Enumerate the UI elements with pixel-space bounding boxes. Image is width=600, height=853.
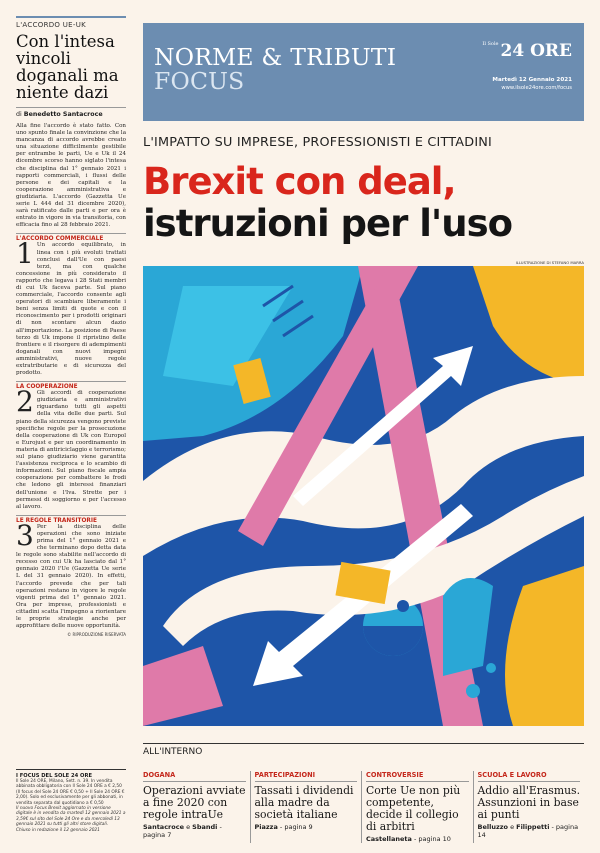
inside-columns <box>143 771 584 843</box>
inside-item[interactable] <box>361 771 473 843</box>
overline: L'IMPATTO SU IMPRESE, PROFESSIONISTI E CITTADINI <box>143 135 493 150</box>
inside-item-author: Castellaneta <box>366 835 412 843</box>
focus-url: www.ilsole24ore.com/focus <box>501 85 572 91</box>
inside-item-page: - pagina 14 <box>477 823 579 839</box>
illus-dot-3 <box>486 663 496 673</box>
article-section-3 <box>16 515 126 630</box>
inside-item-byline <box>478 823 581 839</box>
inside-item-page: - pagina 9 <box>279 823 313 831</box>
inside-item-page: - pagina 10 <box>414 835 451 843</box>
issue-date: Martedì 12 Gennaio 2021 <box>492 77 572 83</box>
inside-item-author: Belluzzo <box>477 823 508 831</box>
section-1-text: Un accordo equilibrato, in linea con i più evoluti trattati conclusi dall'Ue con paesi terzi, ma con qualche concessione in più considerato il rapporto che legava i 28 Stati membri di cui Uk faceva parte. Sul piano commerciale, l'accordo consente agli operatori di scambiare liberamente i beni senza limiti di quote e con il riconoscimento per i prodotti originari di non scontare alcun dazio all'importazione. La posizione di Paese terzo di Uk impone il ripristino delle frontiere e il risorgere di adempimenti doganali con nuovi impegni amministrativi, nuove regole extratributarie e di sicurezza del prodotto. <box>16 242 126 377</box>
info-note-text: Il nuovo Focus Brexit aggiornato in versione digitale è in vendita da martedì 12 gennaio 2021 a 3,59€ sul sito del Sole 24 Ore e da mercoledì 13 gennaio 2021 su tutti gli altri store digitali. <box>16 805 126 828</box>
masthead-subtitle: FOCUS <box>154 67 245 95</box>
illus-dot <box>397 600 409 612</box>
article-section-1 <box>16 233 126 377</box>
article-section-2 <box>16 381 126 511</box>
illustration-credit: ILLUSTRAZIONE DI STEFANO MARRA <box>515 260 584 265</box>
inside-item-section: PARTECIPAZIONI <box>255 771 358 782</box>
inside-item-author-2: Sbandi <box>192 823 218 831</box>
sole24ore-logo <box>482 41 572 61</box>
inside-item-title: Operazioni avviate a fine 2020 con regole intraUe <box>143 784 246 821</box>
illus-dot-2 <box>466 684 480 698</box>
sub-head-3: LE REGOLE TRANSITORIE <box>16 515 126 524</box>
inside-item-author: Piazza <box>254 823 278 831</box>
inside-item[interactable] <box>250 771 362 843</box>
left-column <box>16 16 126 843</box>
inside-item-byline <box>255 823 358 831</box>
section-3-text: Per la disciplina delle operazioni che sono iniziate prima del 1° gennaio 2021 e che terminano dopo detta data le regole sono stabilite nell'accordo di recesso con cui Uk ha lasciato dal 1° gennaio 2020 l'Ue (Gazzetta Ue serie L del 31 gennaio 2020). In effetti, l'accordo prevede che per tali operazioni restano in vigore le regole vigenti prima del 1° gennaio 2021. Ora per imprese, professionisti e cittadini scatta l'impegno a riorientare le proprie strategie anche per approfittare delle nuove opportunità. <box>16 523 126 630</box>
inside-item-byline <box>366 835 469 843</box>
byline-prefix: di <box>16 111 22 118</box>
inside-item-conj: e <box>510 823 515 831</box>
inside-item-title: Corte Ue non più competente, decide il collegio di arbitri <box>366 784 461 833</box>
inside-item-section: DOGANA <box>143 771 246 782</box>
inside-item[interactable] <box>143 771 250 843</box>
brexit-illustration <box>143 266 584 726</box>
author-name: Benedetto Santacroce <box>23 111 103 118</box>
inside-item-page: - pagina 7 <box>143 823 222 839</box>
inside-label: ALL'INTERNO <box>143 743 584 757</box>
headline-line-1: Brexit con deal, <box>143 160 456 203</box>
inside-item-title: Tassati i dividendi alla madre da società italiane <box>254 784 354 821</box>
logo-big-text: 24 ORE <box>500 41 572 61</box>
section-2-paragraph <box>16 385 126 511</box>
masthead-date-block <box>492 76 572 92</box>
logo-small-text: Il Sole <box>482 41 499 47</box>
info-closing <box>16 828 126 833</box>
info-box <box>16 769 126 833</box>
inside-item-title: Addio all'Erasmus. Assunzioni in base ai punti <box>477 784 581 821</box>
inside-item-section: SCUOLA E LAVORO <box>478 771 581 782</box>
left-article-title: Con l'intesa vincoli doganali ma niente dazi <box>16 32 119 102</box>
byline <box>16 107 126 123</box>
dropcap-1: 1 <box>16 237 34 271</box>
intro-paragraph: Alla fine l'accordo è stato fatto. Con uno spunto finale la convinzione che la mancanza di accordo avrebbe creato una situazione difficilmente gestibile per entrambe le parti, Ue e Uk il 24 dicembre scorso hanno siglato l'intesa che disciplina dal 1° gennaio 2021 i rapporti commerciali, i flussi delle persone e dei capitali e la cooperazione amministrativa e giudiziaria. L'accordo (Gazzetta Ue serie L 444 del 31 dicembre 2020), sarà ratificato dalle parti e per ora è entrato in vigore in via transitoria, con efficacia fino al 28 febbraio 2021. <box>16 123 126 229</box>
inside-item-byline <box>143 823 246 839</box>
inside-item[interactable] <box>473 771 585 843</box>
inside-item-conj: e <box>186 823 191 831</box>
masthead <box>143 23 584 121</box>
dropcap-2: 2 <box>16 385 34 419</box>
rights-notice: © RIPRODUZIONE RISERVATA <box>67 632 126 638</box>
sub-head-2: LA COOPERAZIONE <box>16 381 126 390</box>
inside-item-section: CONTROVERSIE <box>366 771 469 782</box>
sub-head-1: L'ACCORDO COMMERCIALE <box>16 233 126 242</box>
section-2-text: Gli accordi di cooperazione giudiziaria e amministrativi riguardano tutti gli aspetti della vita delle due parti. Sul piano della sicurezza vengono previste specifiche regole per la prosecuzione della cooperazione di Uk con Europol e Eurojust e per un coordinamento in materia di antiriciclaggio e terrorismo; sul piano giudiziario viene garantita l'assistenza reciproca e lo scambio di informazioni. Sul piano fiscale ampia cooperazione per combattere le frodi che ledono gli interessi finanziari dell'unione e l'Iva. Strette per i permessi di soggiorno e per l'accesso al lavoro. <box>16 390 126 510</box>
info-note <box>16 806 126 828</box>
dropcap-3: 3 <box>16 518 34 552</box>
info-closing-text: Chiuso in redazione il 12 gennaio 2021 <box>16 827 100 833</box>
info-title: I FOCUS DEL SOLE 24 ORE <box>16 772 92 779</box>
section-label: L'ACCORDO UE-UK <box>16 21 87 29</box>
inside-item-author-2: Filippetti <box>516 823 550 831</box>
masthead-title: NORME & TRIBUTI <box>154 43 397 71</box>
inside-section <box>143 743 584 757</box>
headline-line-2: istruzioni per l'uso <box>143 202 513 245</box>
info-text: Il Sole 24 ORE, Milano, Sett. n. 39. In vendita abbinata obbligatoria con Il Sole 24 ORE a € 2,50 (Il focus del Sole 24 ORE € 0,50 + Il Sole 24 ORE € 2,00). Solo ed esclusivamente per gli abbonati, in vendita separata dal quotidiano a € 0,50 <box>16 778 125 806</box>
inside-item-author: Santacroce <box>143 823 184 831</box>
